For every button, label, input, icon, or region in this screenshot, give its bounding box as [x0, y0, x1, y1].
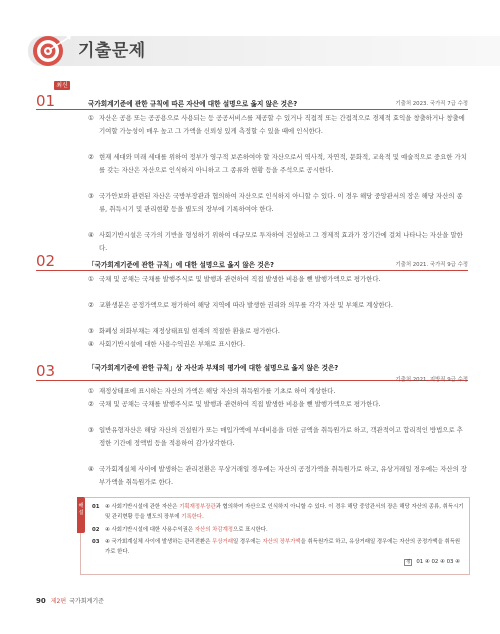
option-item: ② 국채 및 공채는 국채를 발행주식로 및 발행과 관련하여 직접 발생한 비용을 뺀 발행가액으로 평가한다. — [88, 400, 381, 408]
answer-explanation: 03 ④ 국가회계실체 사이에 발생하는 관리전환은 무상거래일 경우에는 자산의 장부가액을 취득원가로 하고, 유상거래일 경우에는 자산의 공정가액을 취득원가로 한다. — [92, 539, 461, 555]
option-item: ③ 일반유형자산은 해당 자산의 건설원가 또는 매입가액에 부대비용을 더한 금액을 취득원가로 하고, 객관적이고 합리적인 방법으로 추정한 기간에 정액법 등을 적용하여 감가상각한다. — [88, 426, 463, 447]
page-number: 90 — [36, 597, 46, 605]
footer-part: 제2편 — [50, 598, 67, 605]
option-item: ① 재정상태표에 표시하는 자산의 가액은 해당 자산의 취득원가를 기초로 하여 계상한다. — [88, 387, 336, 395]
final-answers — [404, 559, 460, 566]
option-item: ① 국채 및 공채는 국채를 발행주식로 및 발행과 관련하여 직접 발생한 비용을 뺀 발행가액으로 평가한다. — [88, 275, 381, 283]
latest-badge: 최신 — [54, 81, 70, 90]
final-answer-text: 01 ④ 02 ④ 03 ④ — [416, 559, 460, 565]
option-item: ④ 국가회계실체 사이에 발생하는 관리전환은 무상거래일 경우에는 자산의 공정가액을 취득원가로 하고, 유상거래일 경우에는 자산의 장부가액을 취득원가로 한다. — [88, 465, 467, 486]
option-item: ③ 국가안보와 관련된 자산은 국방부장관과 협의하여 자산으로 인식하지 아니할 수 있다. 이 경우 해당 중앙관서의 장은 해당 자산의 종류, 취득시기 및 관리현황 등을 별도의 장부에 기록하여야 한다. — [88, 192, 463, 213]
answer-mark-icon: 정 — [406, 560, 411, 565]
answer-tab: 해설 — [77, 497, 85, 533]
question-source: 기출처 2023. 국가직 7급 수정 — [395, 101, 468, 107]
target-icon — [30, 34, 72, 68]
option-item: ④ 사회기반시설은 국가의 기반을 형성하기 위하여 대규모로 투자하여 건설하고 그 경제적 효과가 장기간에 걸쳐 나타나는 자산을 말한다. — [88, 231, 463, 252]
question-text: 「국가회계기준에 관한 규칙」에 대한 설명으로 옳지 않은 것은? — [88, 261, 274, 269]
page-title: 기출문제 — [78, 41, 146, 61]
question-divider — [36, 270, 468, 271]
question-text: 「국가회계기준에 관한 규칙」상 자산과 부채의 평가에 대한 설명으로 옳지 않은 것은? — [88, 364, 339, 372]
option-item: ① 자산은 공용 또는 공공용으로 사용되는 등 공공서비스를 제공할 수 있거나 직접적 또는 간접적으로 경제적 효익을 창출하거나 창출에 기여할 가능성이 매우 높고 그 가액을 신뢰성 있게 측정할 수 있을 때에 인식한다. — [88, 114, 465, 135]
page-footer — [36, 596, 104, 605]
footer-section: 국가회계기준 — [69, 598, 104, 605]
option-item: ② 현재 세대와 미래 세대를 위하여 정부가 영구적 보존하여야 할 자산으로서 역사적, 자연적, 문화적, 교육적 및 예술적으로 중요한 가치를 갖는 자산은 자산으로 인식하지 아니하고 그 종류와 현황 등을 주석으로 공시한다. — [88, 153, 467, 174]
question-source: 기출처 2021. 국가직 9급 수정 — [395, 262, 468, 268]
option-item: ③ 화폐성 외화부채는 재정상태표일 현재의 적절한 환율로 평가한다. — [88, 327, 280, 335]
answer-explanation: 01 ④ 사회기반시설에 관한 자산은 기획재정부장관과 협의하여 자산으로 인식하지 아니할 수 있다. 이 경우 해당 중앙관서의 장은 해당 자산의 종류, 취득시기 및 관리현황 등을 별도의 장부에 기록한다. — [92, 504, 464, 520]
answer-explanation: 02 ④ 사회기반시설에 대한 사용수익권은 자산의 차감계정으로 표시한다. — [92, 527, 268, 533]
question-number: 03 — [36, 362, 56, 380]
option-item: ④ 사회기반시설에 대한 사용수익권은 부채로 표시한다. — [88, 340, 245, 348]
question-divider — [36, 109, 468, 110]
question-number: 02 — [36, 252, 56, 270]
option-item: ② 교환생분은 공정가액으로 평가하여 해당 지역에 따라 발생한 권리와 의무를 각각 자산 및 부채로 계상한다. — [88, 301, 393, 309]
question-text: 국가회계기준에 관한 규칙에 따른 자산에 대한 설명으로 옳지 않은 것은? — [88, 100, 298, 108]
question-number: 01 — [36, 92, 56, 110]
question-source: 기출처 2021. 지방직 9급 수정 — [395, 377, 468, 383]
